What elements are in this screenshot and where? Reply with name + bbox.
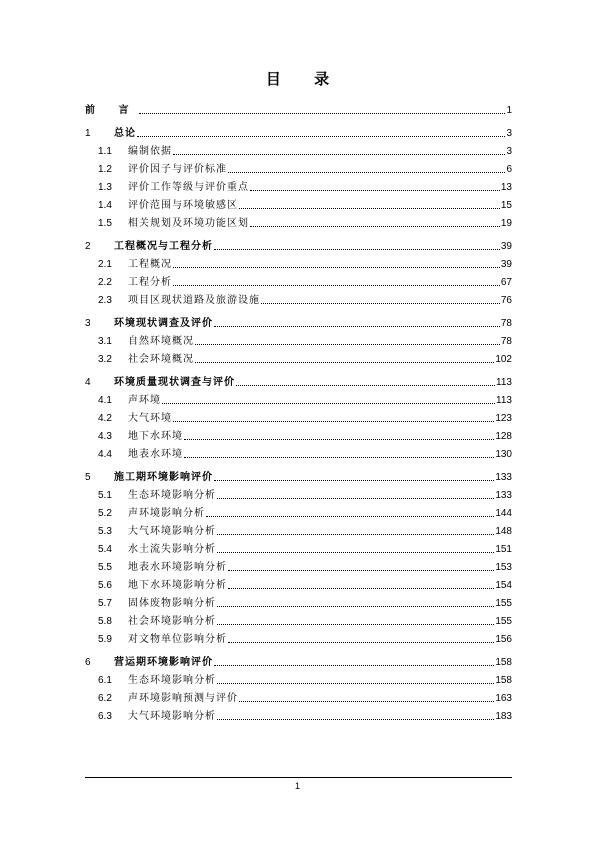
toc-section-entry[interactable]	[85, 176, 512, 194]
toc-entry-number: 2.2	[98, 277, 112, 288]
toc-section-entry[interactable]	[85, 425, 512, 443]
toc-entry-page-number: 155	[495, 598, 512, 609]
toc-entry-label: 工程概况与工程分析	[114, 241, 213, 252]
toc-entry-label: 营运期环境影响评价	[114, 657, 213, 668]
toc-entry-number: 2	[85, 241, 91, 252]
toc-entry-page-number: 113	[496, 377, 512, 388]
toc-entry-label: 总论	[114, 128, 136, 139]
toc-entry-number: 3	[85, 318, 91, 329]
toc-entry-label: 声环境影响预测与评价	[128, 693, 238, 704]
toc-section-entry[interactable]	[85, 705, 512, 723]
toc-dot-leader	[217, 623, 494, 625]
toc-dot-leader	[217, 497, 494, 499]
toc-entry-number: 2.3	[98, 295, 112, 306]
toc-dot-leader	[228, 641, 494, 643]
toc-entry-number: 4	[85, 377, 91, 388]
toc-entry-number: 5.7	[98, 598, 112, 609]
toc-section-entry[interactable]	[85, 610, 512, 628]
toc-dot-leader	[214, 248, 500, 250]
toc-entry-label: 前 言	[85, 105, 139, 116]
toc-dot-leader	[195, 361, 494, 363]
toc-entry-page-number: 113	[496, 395, 512, 406]
toc-entry-page-number: 151	[495, 544, 512, 555]
toc-entry-page-number: 156	[495, 634, 512, 645]
toc-dot-leader	[228, 171, 505, 173]
toc-entry-page-number: 130	[495, 449, 512, 460]
toc-entry-page-number: 155	[495, 616, 512, 627]
toc-dot-leader	[250, 189, 500, 191]
toc-entry-page-number: 158	[495, 657, 512, 668]
toc-section-entry[interactable]	[85, 289, 512, 307]
toc-entry-page-number: 153	[495, 562, 512, 573]
toc-section-entry[interactable]	[85, 443, 512, 461]
footer-page-number: 1	[294, 781, 300, 791]
toc-entry-label: 工程概况	[128, 259, 172, 270]
toc-entry-label: 大气环境影响分析	[128, 711, 216, 722]
toc-entry-label: 评价范围与环境敏感区	[128, 200, 238, 211]
toc-entry-label: 自然环境概况	[128, 336, 194, 347]
toc-entry-page-number: 128	[495, 431, 512, 442]
toc-entry-number: 5.8	[98, 616, 112, 627]
toc-entry-page-number: 123	[495, 413, 512, 424]
toc-entry-label: 施工期环境影响评价	[114, 472, 213, 483]
toc-dot-leader	[139, 112, 505, 114]
toc-entry-page-number: 1	[506, 105, 512, 116]
toc-dot-leader	[250, 225, 500, 227]
toc-dot-leader	[217, 718, 494, 720]
toc-entry-label: 评价因子与评价标准	[128, 164, 227, 175]
toc-entry-number: 1.4	[98, 200, 112, 211]
table-of-contents	[85, 99, 512, 723]
toc-entry-page-number: 3	[506, 146, 512, 157]
toc-entry-page-number: 15	[500, 200, 512, 211]
page-title: 目 录	[265, 70, 344, 88]
toc-dot-leader	[217, 533, 494, 535]
toc-entry-page-number: 6	[506, 164, 512, 175]
toc-entry-number: 6.1	[98, 675, 112, 686]
toc-dot-leader	[184, 456, 494, 458]
toc-dot-leader	[214, 325, 500, 327]
toc-entry-number: 5.6	[98, 580, 112, 591]
toc-dot-leader	[236, 384, 495, 386]
toc-dot-leader	[217, 605, 494, 607]
toc-dot-leader	[173, 153, 505, 155]
toc-entry-number: 5.2	[98, 508, 112, 519]
toc-entry-number: 1.3	[98, 182, 112, 193]
toc-entry-page-number: 13	[500, 182, 512, 193]
toc-dot-leader	[173, 266, 500, 268]
toc-entry-number: 1	[85, 128, 91, 139]
toc-dot-leader	[173, 284, 500, 286]
toc-entry-label: 地下水环境影响分析	[128, 580, 227, 591]
toc-chapter-entry[interactable]	[85, 235, 512, 253]
toc-entry-page-number: 67	[500, 277, 512, 288]
toc-entry-page-number: 19	[500, 218, 512, 229]
toc-entry-number: 5.3	[98, 526, 112, 537]
toc-chapter-entry[interactable]	[85, 122, 512, 140]
toc-dot-leader	[214, 479, 494, 481]
toc-section-entry[interactable]	[85, 669, 512, 687]
toc-section-entry[interactable]	[85, 628, 512, 646]
toc-section-entry[interactable]	[85, 253, 512, 271]
toc-entry-number: 2.1	[98, 259, 112, 270]
toc-dot-leader	[239, 207, 500, 209]
toc-chapter-entry[interactable]	[85, 312, 512, 330]
toc-dot-leader	[239, 700, 494, 702]
toc-entry-page-number: 39	[500, 241, 512, 252]
toc-section-entry[interactable]	[85, 158, 512, 176]
toc-entry-label: 地表水环境	[128, 449, 183, 460]
toc-entry-page-number: 144	[495, 508, 512, 519]
toc-entry-page-number: 183	[495, 711, 512, 722]
toc-entry-page-number: 78	[500, 318, 512, 329]
toc-chapter-entry[interactable]	[85, 466, 512, 484]
toc-entry-label: 地表水环境影响分析	[128, 562, 227, 573]
toc-dot-leader	[206, 515, 494, 517]
toc-entry-label: 环境质量现状调查与评价	[114, 377, 235, 388]
toc-entry-number: 5.1	[98, 490, 112, 501]
toc-section-entry[interactable]	[85, 330, 512, 348]
toc-entry-label: 相关规划及环境功能区划	[128, 218, 249, 229]
toc-entry-number: 1.2	[98, 164, 112, 175]
toc-entry-number: 3.2	[98, 354, 112, 365]
toc-section-entry[interactable]	[85, 592, 512, 610]
toc-section-entry[interactable]	[85, 502, 512, 520]
footer-divider	[85, 777, 512, 778]
toc-entry-page-number: 148	[495, 526, 512, 537]
toc-entry-label: 大气环境影响分析	[128, 526, 216, 537]
toc-entry-number: 5	[85, 472, 91, 483]
toc-dot-leader	[261, 302, 500, 304]
toc-entry-page-number: 78	[500, 336, 512, 347]
toc-entry-number: 5.9	[98, 634, 112, 645]
toc-entry-label: 水土流失影响分析	[128, 544, 216, 555]
toc-entry-number: 3.1	[98, 336, 112, 347]
toc-entry-label: 评价工作等级与评价重点	[128, 182, 249, 193]
toc-dot-leader	[195, 343, 500, 345]
toc-entry-label: 固体废物影响分析	[128, 598, 216, 609]
toc-entry-page-number: 3	[506, 128, 512, 139]
toc-entry-number: 4.1	[98, 395, 112, 406]
toc-section-entry[interactable]	[85, 407, 512, 425]
toc-entry-page-number: 76	[500, 295, 512, 306]
toc-dot-leader	[228, 569, 494, 571]
toc-dot-leader	[173, 420, 494, 422]
toc-section-entry[interactable]	[85, 348, 512, 366]
toc-entry-label: 对文物单位影响分析	[128, 634, 227, 645]
toc-entry-label: 地下水环境	[128, 431, 183, 442]
toc-section-entry[interactable]	[85, 194, 512, 212]
toc-entry-number: 4.3	[98, 431, 112, 442]
toc-entry-label: 声环境	[128, 395, 161, 406]
toc-entry-label: 生态环境影响分析	[128, 675, 216, 686]
toc-dot-leader	[162, 402, 495, 404]
toc-entry-label: 大气环境	[128, 413, 172, 424]
toc-dot-leader	[217, 551, 494, 553]
toc-entry-number: 6.3	[98, 711, 112, 722]
toc-section-entry[interactable]	[85, 271, 512, 289]
toc-entry-number: 1.5	[98, 218, 112, 229]
toc-section-entry[interactable]	[85, 538, 512, 556]
toc-entry-label: 环境现状调查及评价	[114, 318, 213, 329]
toc-entry-number: 1.1	[98, 146, 112, 157]
toc-chapter-entry[interactable]	[85, 651, 512, 669]
toc-entry-page-number: 39	[500, 259, 512, 270]
toc-entry-number: 4.2	[98, 413, 112, 424]
toc-entry-number: 5.4	[98, 544, 112, 555]
toc-entry-label: 声环境影响分析	[128, 508, 205, 519]
toc-entry-number: 4.4	[98, 449, 112, 460]
toc-section-entry[interactable]	[85, 389, 512, 407]
toc-dot-leader	[214, 664, 494, 666]
toc-entry-page-number: 158	[495, 675, 512, 686]
toc-section-entry[interactable]	[85, 484, 512, 502]
toc-section-entry[interactable]	[85, 556, 512, 574]
toc-entry-label: 项目区现状道路及旅游设施	[128, 295, 260, 306]
toc-section-entry[interactable]	[85, 212, 512, 230]
toc-entry-page-number: 133	[495, 490, 512, 501]
toc-section-entry[interactable]	[85, 574, 512, 592]
toc-entry-label: 编制依据	[128, 146, 172, 157]
toc-entry-label: 社会环境影响分析	[128, 616, 216, 627]
toc-section-entry[interactable]	[85, 687, 512, 705]
toc-entry-number: 6	[85, 657, 91, 668]
toc-section-entry[interactable]	[85, 140, 512, 158]
toc-entry-page-number: 163	[495, 693, 512, 704]
toc-entry-page-number: 102	[495, 354, 512, 365]
toc-chapter-entry[interactable]	[85, 371, 512, 389]
toc-dot-leader	[217, 682, 494, 684]
toc-entry-number: 5.5	[98, 562, 112, 573]
toc-entry-number: 6.2	[98, 693, 112, 704]
toc-dot-leader	[228, 587, 494, 589]
toc-dot-leader	[137, 135, 505, 137]
toc-entry-page-number: 133	[495, 472, 512, 483]
toc-entry-label: 社会环境概况	[128, 354, 194, 365]
toc-entry-page-number: 154	[495, 580, 512, 591]
toc-entry-label: 生态环境影响分析	[128, 490, 216, 501]
toc-chapter-entry[interactable]	[85, 99, 512, 117]
toc-entry-label: 工程分析	[128, 277, 172, 288]
toc-dot-leader	[184, 438, 494, 440]
toc-section-entry[interactable]	[85, 520, 512, 538]
